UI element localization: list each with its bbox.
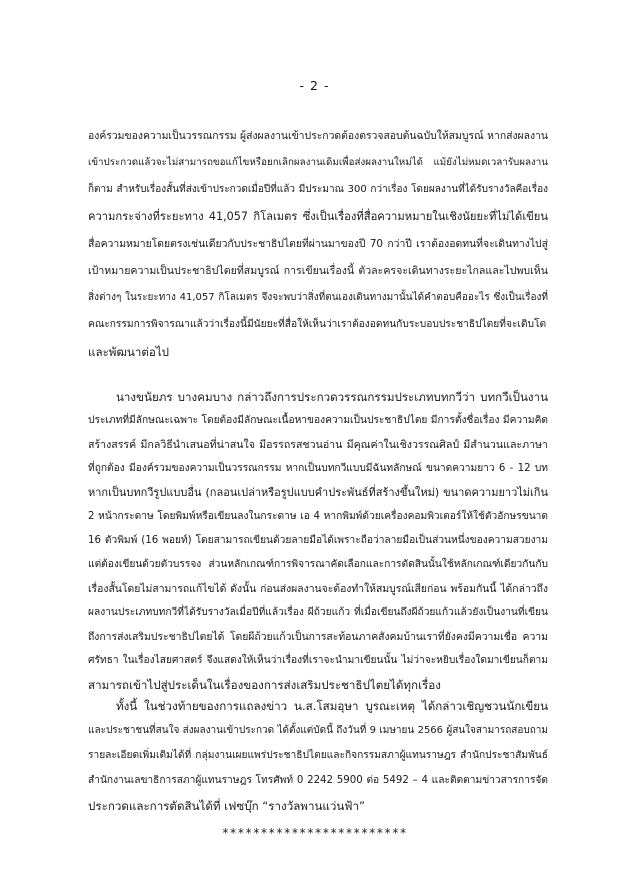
text-line: ทั้งนี้ ในช่วงท้ายของการแถลงข่าว น.ส.โสมอุษา บูรณะเหตุ ได้กล่าวเชิญชวนนักเขียน — [116, 699, 548, 713]
text-line: หากเป็นบทกวีรูปแบบอื่น (กลอนเปล่าหรือรูปแบบคำประพันธ์ที่สร้างขึ้นใหม่) ขนาดความยาวไม่เกิน — [88, 486, 548, 499]
text-line: ศรัทธา ในเรื่องไสยศาสตร์ จึงแสดงให้เห็นว่าเรื่องที่เราจะนำมาเขียนนั้น ไม่ว่าจะหยิบเรื่องใดมาเขียนก็ตาม — [88, 655, 548, 666]
text-line: สิ่งต่างๆ ในระยะทาง 41,057 กิโลเมตร จึงจะพบว่าสิ่งที่ตนเองเดินทางมานั้นได้คำตอบคืออะไร ซึ่งเป็นเรื่องที่ — [88, 292, 548, 303]
text-line: ผลงานประเภทบทกวีที่ได้รับรางวัลเมื่อปีที่แล้วเรื่อง ผีถ้วยแก้ว ที่เมื่อเขียนถึงผีถ้วยแก้วแล้วยังเป็นงานที่เขียน — [88, 607, 548, 618]
text-line: และประชาชนที่สนใจ ส่งผลงานเข้าประกวด ได้ตั้งแต่บัดนี้ ถึงวันที่ 9 เมษายน 2566 ผู้สนใจสามารถสอบถาม — [88, 725, 548, 736]
text-line: สำนักงานเลขาธิการสภาผู้แทนราษฎร โทรศัพท์ 0 2242 5900 ต่อ 5492 – 4 และติดตามข่าวสารการจัด — [88, 775, 548, 786]
text-line: เป้าหมายความเป็นประชาธิปไตยที่สมบูรณ์ การเขียนเรื่องนี้ ตัวละครจะเดินทางระยะไกลและไปพบเห็น — [88, 265, 548, 277]
text-line: รายละเอียดเพิ่มเติมได้ที่ กลุ่มงานเผยแพร่ประชาธิปไตยและกิจกรรมสภาผู้แทนราษฎร สำนักประชาสัมพันธ์ — [88, 750, 548, 761]
text-line: นางขนัยภร บางคมบาง กล่าวถึงการประกวดวรรณกรรมประเภทบทกวีว่า บทกวีเป็นงาน — [116, 390, 548, 404]
text-line: สามารถเข้าไปสู่ประเด็นในเรื่องของการส่งเสริมประชาธิปไตยได้ทุกเรื่อง — [88, 678, 441, 692]
text-line: ถึงการส่งเสริมประชาธิปไตยได้ โดยผีถ้วยแก้วเป็นการสะท้อนภาคสังคมบ้านเราที่ยังคงมีความเชื่อ ความ — [88, 631, 548, 643]
text-line: เรื่องสั้นโดยไม่สามารถแก้ไขได้ ดังนั้น ก่อนส่งผลงานจะต้องทำให้สมบูรณ์เสียก่อน พร้อมกันนี้ ได้กล่าวถึง — [88, 583, 548, 595]
text-line: และพัฒนาต่อไป — [88, 345, 170, 359]
text-line: 2 หน้ากระดาษ โดยพิมพ์หรือเขียนลงในกระดาษ เอ 4 หากพิมพ์ด้วยเครื่องคอมพิวเตอร์ให้ใช้ตัวอักษรขนาด — [88, 511, 548, 522]
text-line: เข้าประกวดแล้วจะไม่สามารถขอแก้ไขหรือยกเลิกผลงานเดิมเพื่อส่งผลงานใหม่ได้ แม้ยังไม่หมดเวลารับผลงาน — [88, 157, 548, 168]
text-line: สื่อความหมายโดยตรงเช่นเดียวกับประชาธิปไตยที่ผ่านมาของปี 70 กว่าปี เราต้องอดทนที่จะเดินทางไปสู่ — [88, 238, 548, 250]
text-line: สร้างสรรค์ มีกลวิธีนำเสนอที่น่าสนใจ มีอรรถรสชวนอ่าน มีคุณค่าในเชิงวรรณศิลป์ มีสำนวนและภาษา — [88, 439, 548, 451]
text-line: ความกระจ่างที่ระยะทาง 41,057 กิโลเมตร ซึ่งเป็นเรื่องที่สื่อความหมายในเชิงนัยยะที่ไม่ได้เขียน — [88, 210, 548, 223]
text-line: ประเภทที่มีลักษณะเฉพาะ โดยต้องมีลักษณะเนื้อหาของความเป็นประชาธิปไตย มีการตั้งชื่อเรื่อง มีความคิด — [88, 415, 548, 426]
text-line: องค์รวมของความเป็นวรรณกรรม ผู้ส่งผลงานเข้าประกวดต้องตรวจสอบต้นฉบับให้สมบูรณ์ หากส่งผลงาน — [88, 130, 548, 142]
page-number: - 2 - — [299, 78, 330, 93]
text-line: 16 ตัวพิมพ์ (16 พอยท์) โดยสามารถเขียนด้วยลายมือได้เพราะถือว่าลายมือเป็นส่วนหนึ่งของความสวยงาม — [88, 535, 548, 546]
text-line: คณะกรรมการพิจารณาแล้วว่าเรื่องนี้มีนัยยะที่สื่อให้เห็นว่าเราต้องอดทนกับระบอบประชาธิปไตยที่จะเติบโต — [88, 319, 547, 330]
text-line: ที่ถูกต้อง มีองค์รวมของความเป็นวรรณกรรม หากเป็นบทกวีแบบมีฉันทลักษณ์ ขนาดความยาว 6 - 12 บท — [88, 463, 548, 474]
text-line: แต่ต้องเขียนด้วยตัวบรรจง ส่วนหลักเกณฑ์การพิจารณาคัดเลือกและการตัดสินนั้นใช้หลักเกณฑ์เดียวกันกับ — [88, 559, 548, 570]
separator-asterisks: ************************ — [221, 826, 408, 840]
text-line: ก็ตาม สำหรับเรื่องสั้นที่ส่งเข้าประกวดเมื่อปีที่แล้ว มีประมาณ 300 กว่าเรื่อง โดยผลงานที่ได้รับรางวัลคือเรื่อง — [88, 184, 548, 195]
text-line: ประกวดและการตัดสินได้ที่ เฟซบุ๊ก “รางวัลพานแว่นฟ้า” — [88, 799, 366, 813]
